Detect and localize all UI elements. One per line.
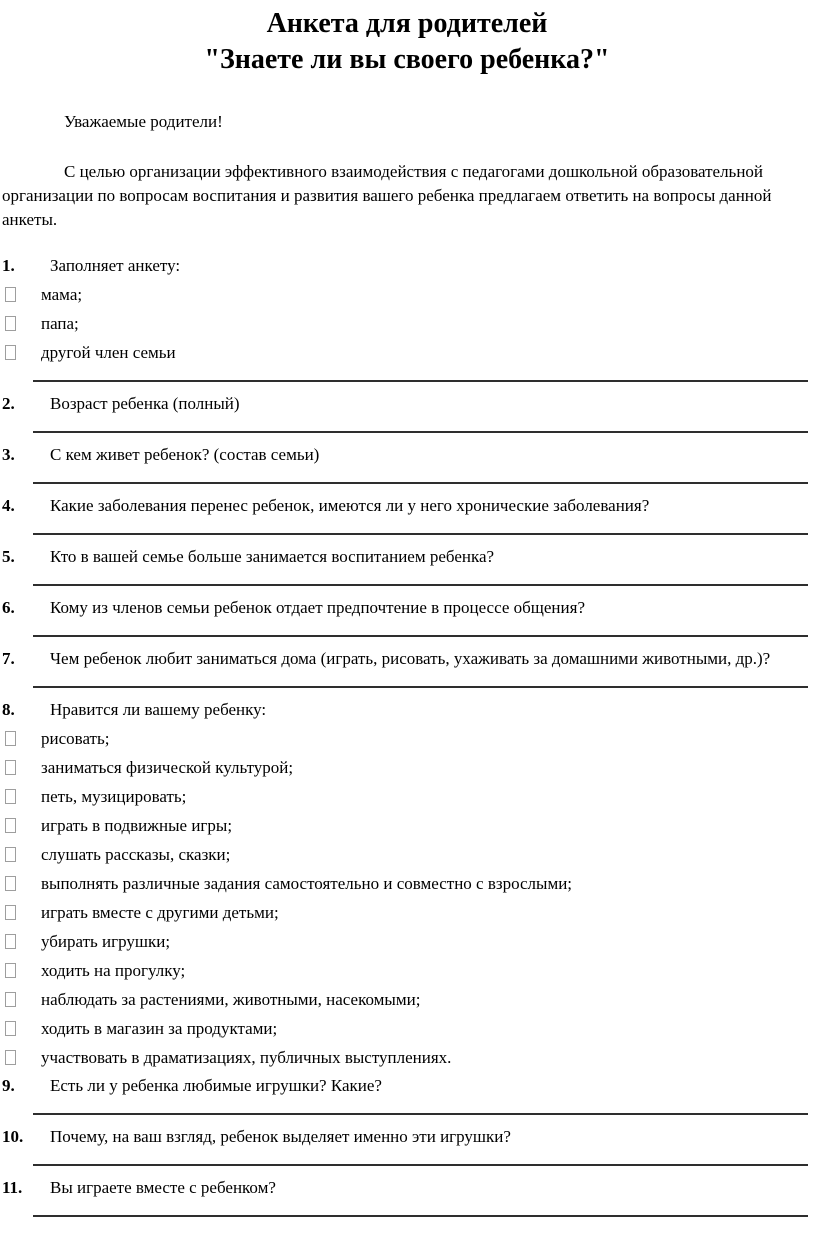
checkbox-icon[interactable]	[5, 1021, 16, 1036]
question-text: С кем живет ребенок? (состав семьи)	[50, 445, 320, 464]
question-number: 11.	[2, 1178, 23, 1197]
question-text: Вы играете вместе с ребенком?	[50, 1178, 276, 1197]
question	[2, 645, 812, 673]
question-block-5	[2, 543, 812, 586]
checkbox-option-label: слушать рассказы, сказки;	[41, 845, 231, 864]
question-text: Чем ребенок любит заниматься дома (играть, рисовать, ухаживать за домашними животными, др.)?	[50, 649, 771, 668]
checkbox-icon[interactable]	[5, 905, 16, 920]
question	[2, 441, 812, 469]
checkbox-icon[interactable]	[5, 818, 16, 833]
question-number: 7.	[2, 649, 15, 668]
checkbox-icon[interactable]	[5, 876, 16, 891]
question-block-8	[2, 696, 812, 1072]
checkbox-option[interactable]	[2, 782, 812, 811]
question-block-4	[2, 492, 812, 535]
checkbox-option-label: заниматься физической культурой;	[41, 758, 294, 777]
checkbox-option-label: петь, музицировать;	[41, 787, 187, 806]
questions-list	[2, 252, 812, 1217]
question-number: 3.	[2, 445, 15, 464]
answer-line[interactable]	[33, 367, 808, 382]
question-block-1	[2, 252, 812, 382]
checkbox-option[interactable]	[2, 338, 812, 367]
checkbox-option-label: другой член семьи	[41, 343, 176, 362]
checkbox-option-label: играть вместе с другими детьми;	[41, 903, 279, 922]
checkbox-icon[interactable]	[5, 992, 16, 1007]
checkbox-option-label: наблюдать за растениями, животными, насекомыми;	[41, 990, 421, 1009]
question-text: Какие заболевания перенес ребенок, имеются ли у него хронические заболевания?	[50, 496, 650, 515]
answer-line[interactable]	[33, 1151, 808, 1166]
answer-line[interactable]	[33, 1202, 808, 1217]
question-block-7	[2, 645, 812, 688]
checkbox-icon[interactable]	[5, 934, 16, 949]
question	[2, 1123, 812, 1151]
checkbox-option[interactable]	[2, 811, 812, 840]
answer-line[interactable]	[33, 571, 808, 586]
question-block-11	[2, 1174, 812, 1217]
question-text: Нравится ли вашему ребенку:	[50, 700, 267, 719]
question-text: Кто в вашей семье больше занимается воспитанием ребенка?	[50, 547, 495, 566]
checkbox-option-label: рисовать;	[41, 729, 110, 748]
question-text: Кому из членов семьи ребенок отдает предпочтение в процессе общения?	[50, 598, 585, 617]
checkbox-icon[interactable]	[5, 760, 16, 775]
question-block-6	[2, 594, 812, 637]
question-number: 9.	[2, 1076, 15, 1095]
question	[2, 594, 812, 622]
question-number: 2.	[2, 394, 15, 413]
answer-line[interactable]	[33, 1100, 808, 1115]
question-block-9	[2, 1072, 812, 1115]
checkbox-option-label: выполнять различные задания самостоятельно и совместно с взрослыми;	[41, 874, 573, 893]
question-text: Есть ли у ребенка любимые игрушки? Какие?	[50, 1076, 382, 1095]
question-number: 1.	[2, 256, 15, 275]
title-line-2: "Знаете ли вы своего ребенка?"	[204, 44, 610, 75]
question-block-10	[2, 1123, 812, 1166]
checkbox-option[interactable]	[2, 840, 812, 869]
checkbox-option[interactable]	[2, 1014, 812, 1043]
question-text: Почему, на ваш взгляд, ребенок выделяет именно эти игрушки?	[50, 1127, 511, 1146]
checkbox-option-label: участвовать в драматизациях, публичных выступлениях.	[41, 1048, 452, 1067]
checkbox-option-label: убирать игрушки;	[41, 932, 171, 951]
question-block-3	[2, 441, 812, 484]
document-title	[2, 6, 812, 78]
intro-paragraph: С целью организации эффективного взаимодействия с педагогами дошкольной образовательной организации по вопросам воспитания и развития вашего ребенка предлагаем ответить на вопросы данной анкеты.	[2, 162, 772, 229]
checkbox-icon[interactable]	[5, 287, 16, 302]
checkbox-icon[interactable]	[5, 847, 16, 862]
checkbox-option[interactable]	[2, 956, 812, 985]
checkbox-option[interactable]	[2, 985, 812, 1014]
checkbox-icon[interactable]	[5, 345, 16, 360]
checkbox-option[interactable]	[2, 724, 812, 753]
answer-line[interactable]	[33, 418, 808, 433]
question	[2, 543, 812, 571]
checkbox-option[interactable]	[2, 898, 812, 927]
checkbox-icon[interactable]	[5, 731, 16, 746]
checkbox-icon[interactable]	[5, 316, 16, 331]
question-number: 10.	[2, 1127, 24, 1146]
question-text: Заполняет анкету:	[50, 256, 181, 275]
checkbox-icon[interactable]	[5, 789, 16, 804]
answer-line[interactable]	[33, 469, 808, 484]
greeting-paragraph: Уважаемые родители!	[64, 112, 223, 131]
checkbox-option[interactable]	[2, 753, 812, 782]
checkbox-option-label: ходить в магазин за продуктами;	[41, 1019, 278, 1038]
title-line-1: Анкета для родителей	[266, 8, 548, 39]
question-text: Возраст ребенка (полный)	[50, 394, 240, 413]
question-number: 6.	[2, 598, 15, 617]
checkbox-icon[interactable]	[5, 963, 16, 978]
checkbox-option-label: папа;	[41, 314, 79, 333]
question	[2, 696, 812, 724]
answer-line[interactable]	[33, 622, 808, 637]
checkbox-icon[interactable]	[5, 1050, 16, 1065]
checkbox-option-label: ходить на прогулку;	[41, 961, 186, 980]
question-number: 4.	[2, 496, 15, 515]
question	[2, 252, 812, 280]
checkbox-option[interactable]	[2, 309, 812, 338]
question-number: 8.	[2, 700, 15, 719]
checkbox-option[interactable]	[2, 869, 812, 898]
question	[2, 390, 812, 418]
question-number: 5.	[2, 547, 15, 566]
checkbox-option[interactable]	[2, 1043, 812, 1072]
checkbox-option-label: играть в подвижные игры;	[41, 816, 233, 835]
question	[2, 492, 812, 520]
checkbox-option[interactable]	[2, 280, 812, 309]
question	[2, 1072, 812, 1100]
answer-line[interactable]	[33, 673, 808, 688]
question-block-2	[2, 390, 812, 433]
checkbox-option[interactable]	[2, 927, 812, 956]
answer-line[interactable]	[33, 520, 808, 535]
checkbox-option-label: мама;	[41, 285, 83, 304]
question	[2, 1174, 812, 1202]
